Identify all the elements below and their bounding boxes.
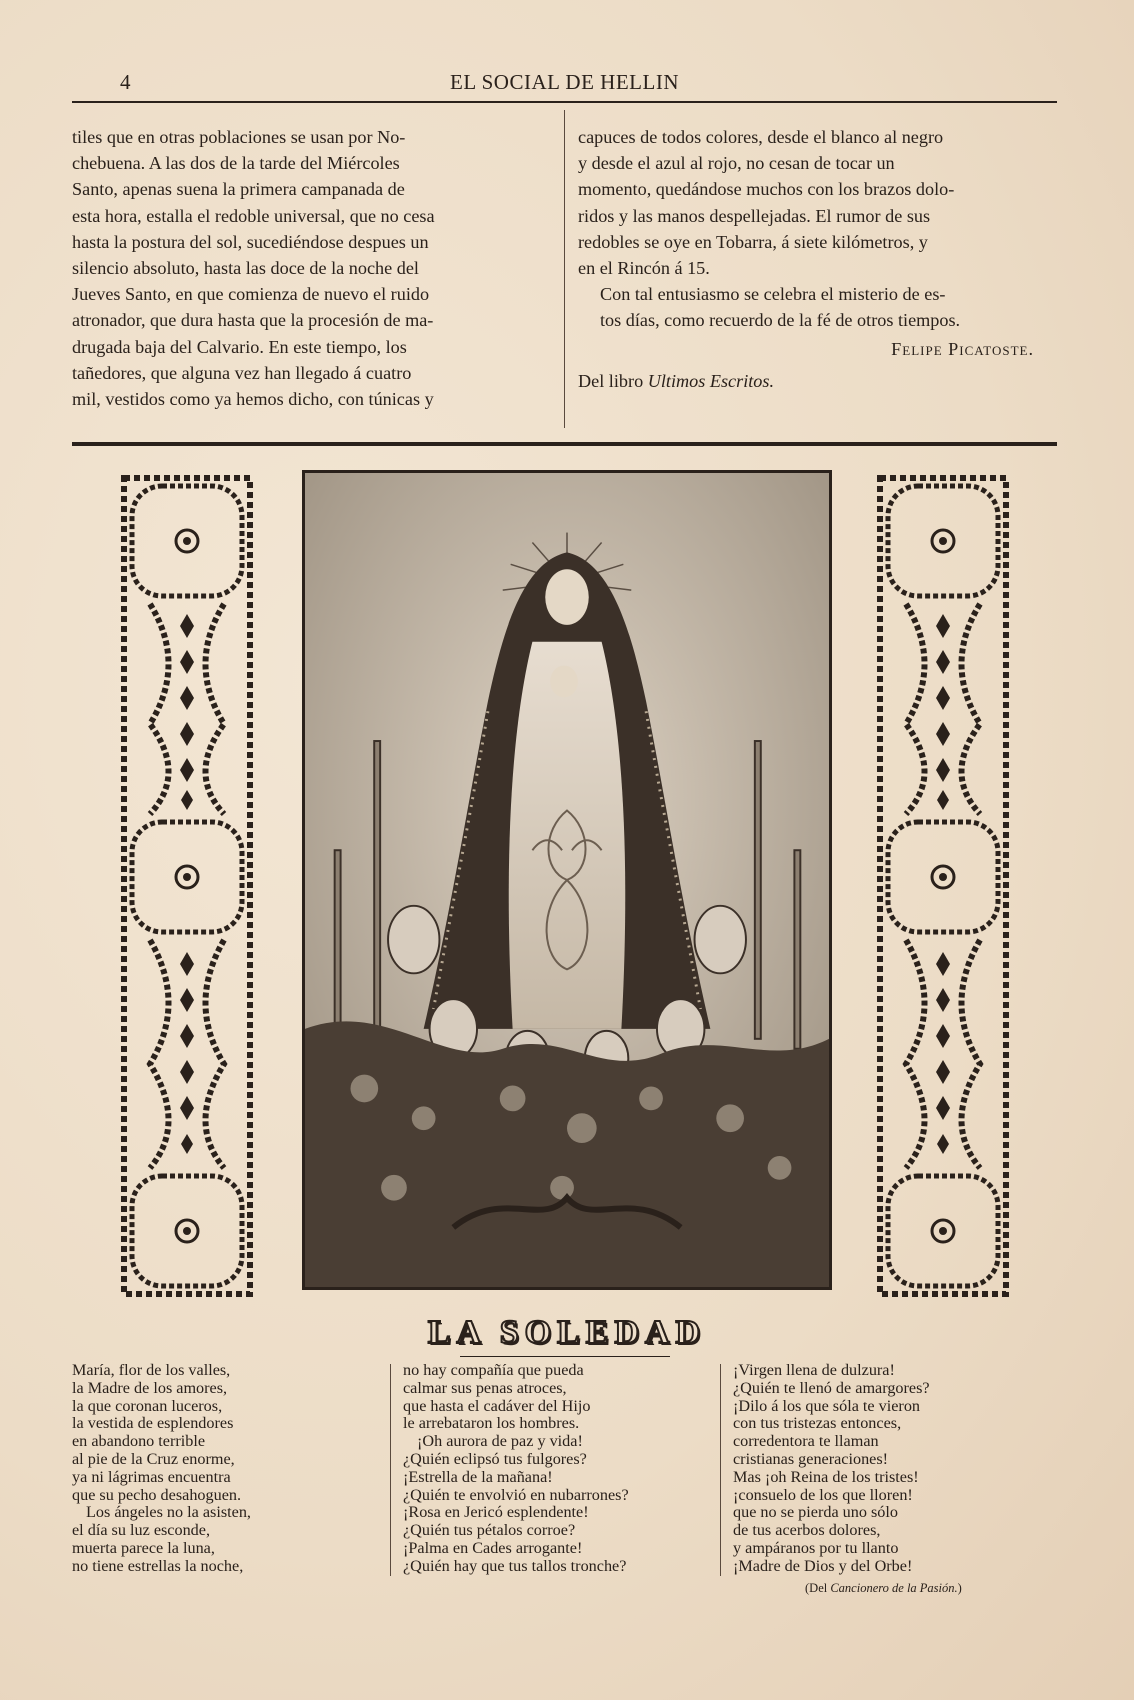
poem-line: y ampáranos por tu llanto (733, 1538, 899, 1557)
poem-line: la vestida de esplendores (72, 1414, 234, 1433)
poem-title: LA SOLEDAD (427, 1314, 707, 1351)
poem-line: la Madre de los amores, (72, 1378, 228, 1397)
credit-prefix: (Del (805, 1581, 828, 1595)
source-title: Ultimos Escritos. (647, 370, 775, 391)
poem-line: con tus tristezas entonces, (733, 1414, 902, 1433)
poem-line: la que coronan luceros, (72, 1396, 223, 1415)
poem-line: calmar sus penas atroces, (403, 1378, 567, 1397)
poem-line: ¡Estrella de la mañana! (403, 1467, 553, 1486)
poem-line: Mas ¡oh Reina de los tristes! (733, 1467, 919, 1486)
poem-credit (805, 1581, 962, 1596)
article-line: drugada baja del Calvario. En este tiempo, los (72, 336, 407, 357)
article-line: tañedores, que alguna vez han llegado á cuatro (72, 362, 412, 383)
poem-line: ¿Quién hay que tus tallos tronche? (403, 1556, 627, 1575)
poem-line: muerta parece la luna, (72, 1538, 215, 1557)
poem-column-divider (720, 1364, 721, 1576)
poem-column-2 (403, 1362, 723, 1576)
poem-line: ¿Quién eclipsó tus fulgores? (403, 1449, 587, 1468)
poem-line: ¡Dilo á los que sóla te vieron (733, 1396, 921, 1415)
poem-line: Los ángeles no la asisten, (86, 1503, 251, 1522)
poem-line: en abandono terrible (72, 1432, 206, 1451)
poem-line: el día su luz esconde, (72, 1521, 210, 1540)
article-line: Santo, apenas suena la primera campanada de (72, 179, 405, 200)
poem-line: ¡Madre de Dios y del Orbe! (733, 1556, 913, 1575)
poem-column-1 (72, 1362, 372, 1576)
article-line: silencio absoluto, hasta las doce de la noche del (72, 258, 419, 279)
article-line: mil, vestidos como ya hemos dicho, con túnicas y (72, 389, 434, 410)
poem-line: que no se pierda uno sólo (733, 1503, 898, 1522)
poem-title-rule (460, 1356, 670, 1357)
column-divider (564, 110, 565, 428)
header-rule (72, 101, 1057, 103)
article-left-column (72, 124, 552, 412)
article-line: capuces de todos colores, desde el blanco al negro (578, 127, 944, 147)
author-signature: Felipe Picatoste. (891, 338, 1034, 359)
poem-line: le arrebataron los hombres. (403, 1414, 580, 1433)
poem-line: al pie de la Cruz enorme, (72, 1449, 235, 1468)
article-line: Jueves Santo, en que comienza de nuevo el ruido (72, 284, 430, 305)
newspaper-title: EL SOCIAL DE HELLIN (450, 70, 679, 94)
poem-line: que su pecho desahoguen. (72, 1485, 242, 1504)
poem-line: ¿Quién te envolvió en nubarrones? (403, 1485, 629, 1504)
article-right-column (578, 124, 1056, 394)
poem-column-divider (390, 1364, 391, 1576)
source-line (578, 368, 1056, 394)
article-line: tos días, como recuerdo de la fé de otros tiempos. (600, 310, 961, 331)
poem-line: no tiene estrellas la noche, (72, 1556, 244, 1575)
article-line: en el Rincón á 15. (578, 258, 710, 279)
ornamental-border-right (876, 474, 1010, 1298)
article-line: esta hora, estalla el redoble universal, que no cesa (72, 205, 435, 226)
article-line: y desde el azul al rojo, no cesan de tocar un (578, 153, 895, 174)
poem-line: ¿Quién te llenó de amargores? (733, 1378, 930, 1397)
poem-column-3 (733, 1362, 1053, 1576)
poem-line: no hay compañía que pueda (403, 1361, 584, 1379)
poem-line: ¡Rosa en Jericó esplendente! (403, 1503, 589, 1522)
ornamental-border-left (120, 474, 254, 1298)
poem-line: ¡Virgen llena de dulzura! (733, 1361, 895, 1379)
article-line: chebuena. A las dos de la tarde del Miércoles (72, 153, 400, 174)
poem-line: ¿Quién tus pétalos corroe? (403, 1521, 576, 1540)
section-rule (72, 442, 1057, 446)
closing-paragraph (578, 281, 1056, 333)
poem-line: de tus acerbos dolores, (733, 1521, 881, 1540)
article-line: Con tal entusiasmo se celebra el misterio de es- (600, 284, 946, 305)
page-number: 4 (120, 70, 131, 94)
page-header (72, 66, 1057, 106)
poem-line: ¡Palma en Cades arrogante! (403, 1538, 583, 1557)
source-prefix: Del libro (578, 370, 644, 391)
poem-line: corredentora te llaman (733, 1432, 879, 1451)
poem-line: cristianas generaciones! (733, 1449, 889, 1468)
article-line: hasta la postura del sol, sucediéndose despues un (72, 231, 429, 252)
credit-title: Cancionero de la Pasión. (830, 1581, 958, 1595)
article-line: momento, quedándose muchos con los brazos dolo- (578, 179, 955, 200)
article-line: atronador, que dura hasta que la procesión de ma- (72, 310, 434, 331)
poem-line: María, flor de los valles, (72, 1361, 231, 1379)
poem-line: ya ni lágrimas encuentra (72, 1467, 231, 1486)
poem-line: ¡consuelo de los que lloren! (733, 1485, 913, 1504)
credit-suffix: ) (957, 1581, 962, 1595)
poem-line: que hasta el cadáver del Hijo (403, 1396, 591, 1415)
poem-line: ¡Oh aurora de paz y vida! (417, 1432, 583, 1451)
article-line: redobles se oye en Tobarra, á siete kilómetros, y (578, 231, 928, 252)
statue-photograph (302, 470, 832, 1290)
article-line: ridos y las manos despellejadas. El rumor de sus (578, 205, 931, 226)
article-line: tiles que en otras poblaciones se usan por No- (72, 127, 406, 147)
